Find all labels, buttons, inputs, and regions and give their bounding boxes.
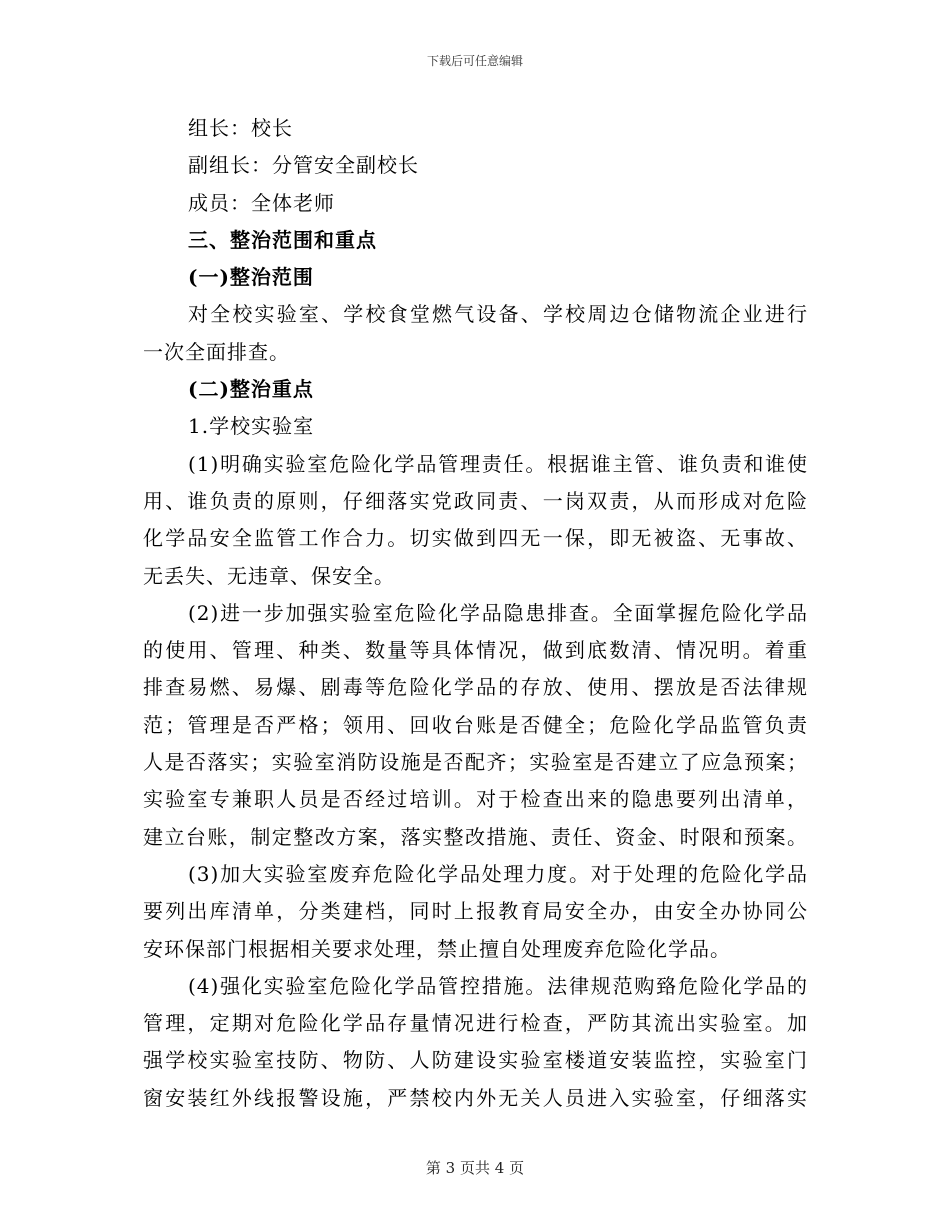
section-heading: 三、整治范围和重点	[188, 227, 377, 252]
paragraph-line: (1)明确实验室危险化学品管理责任。根据谁主管、谁负责和谁使	[188, 451, 808, 476]
paragraph-line: 安环保部门根据相关要求处理，禁止擅自处理废弃危险化学品。	[143, 936, 731, 961]
page-header: 下载后可任意编辑	[426, 54, 523, 68]
paragraph-line: 对全校实验室、学校食堂燃气设备、学校周边仓储物流企业进行	[188, 302, 808, 327]
paragraph-line: 排查易燃、易爆、剧毒等危险化学品的存放、使用、摆放是否法律规	[143, 675, 808, 700]
section-heading: (一)整治范围	[188, 265, 314, 290]
paragraph-line: 实验室专兼职人员是否经过培训。对于检查出来的隐患要列出清单，	[143, 787, 808, 812]
paragraph-line: 一次全面排查。	[143, 339, 290, 364]
paragraph-line: 的使用、管理、种类、数量等具体情况，做到底数清、情况明。着重	[143, 638, 808, 663]
document-body	[143, 110, 808, 1117]
section-heading: (二)整治重点	[188, 377, 314, 402]
page-footer: 第 3 页共 4 页	[425, 1159, 525, 1177]
paragraph-line: (4)强化实验室危险化学品管控措施。法律规范购臵危险化学品的	[188, 973, 808, 998]
paragraph-line: 化学品安全监管工作合力。切实做到四无一保，即无被盗、无事故、	[143, 526, 808, 551]
paragraph-line: 人是否落实；实验室消防设施是否配齐；实验室是否建立了应急预案；	[143, 750, 808, 775]
paragraph-line: 副组长：分管安全副校长	[188, 153, 419, 178]
paragraph-line: 范；管理是否严格；领用、回收台账是否健全；危险化学品监管负责	[143, 712, 808, 737]
paragraph-line: 成员：全体老师	[188, 190, 335, 215]
paragraph-line: (2)进一步加强实验室危险化学品隐患排查。全面掌握危险化学品	[188, 600, 808, 625]
paragraph-line: 1.学校实验室	[188, 414, 315, 439]
paragraph-line: 组长：校长	[188, 116, 293, 140]
paragraph-line: 要列出库清单，分类建档，同时上报教育局安全办，由安全办协同公	[143, 899, 808, 924]
paragraph-line: 强学校实验室技防、物防、人防建设实验室楼道安装监控，实验室门	[143, 1048, 808, 1073]
paragraph-line: 窗安装红外线报警设施，严禁校内外无关人员进入实验室，仔细落实	[143, 1085, 808, 1110]
paragraph-line: 建立台账，制定整改方案，落实整改措施、责任、资金、时限和预案。	[143, 824, 808, 849]
paragraph-line: (3)加大实验室废弃危险化学品处理力度。对于处理的危险化学品	[188, 861, 808, 886]
paragraph-line: 无丢失、无违章、保安全。	[143, 563, 395, 588]
paragraph-line: 管理，定期对危险化学品存量情况进行检查，严防其流出实验室。加	[143, 1011, 808, 1036]
paragraph-line: 用、谁负责的原则，仔细落实党政同责、一岗双责，从而形成对危险	[143, 488, 808, 513]
